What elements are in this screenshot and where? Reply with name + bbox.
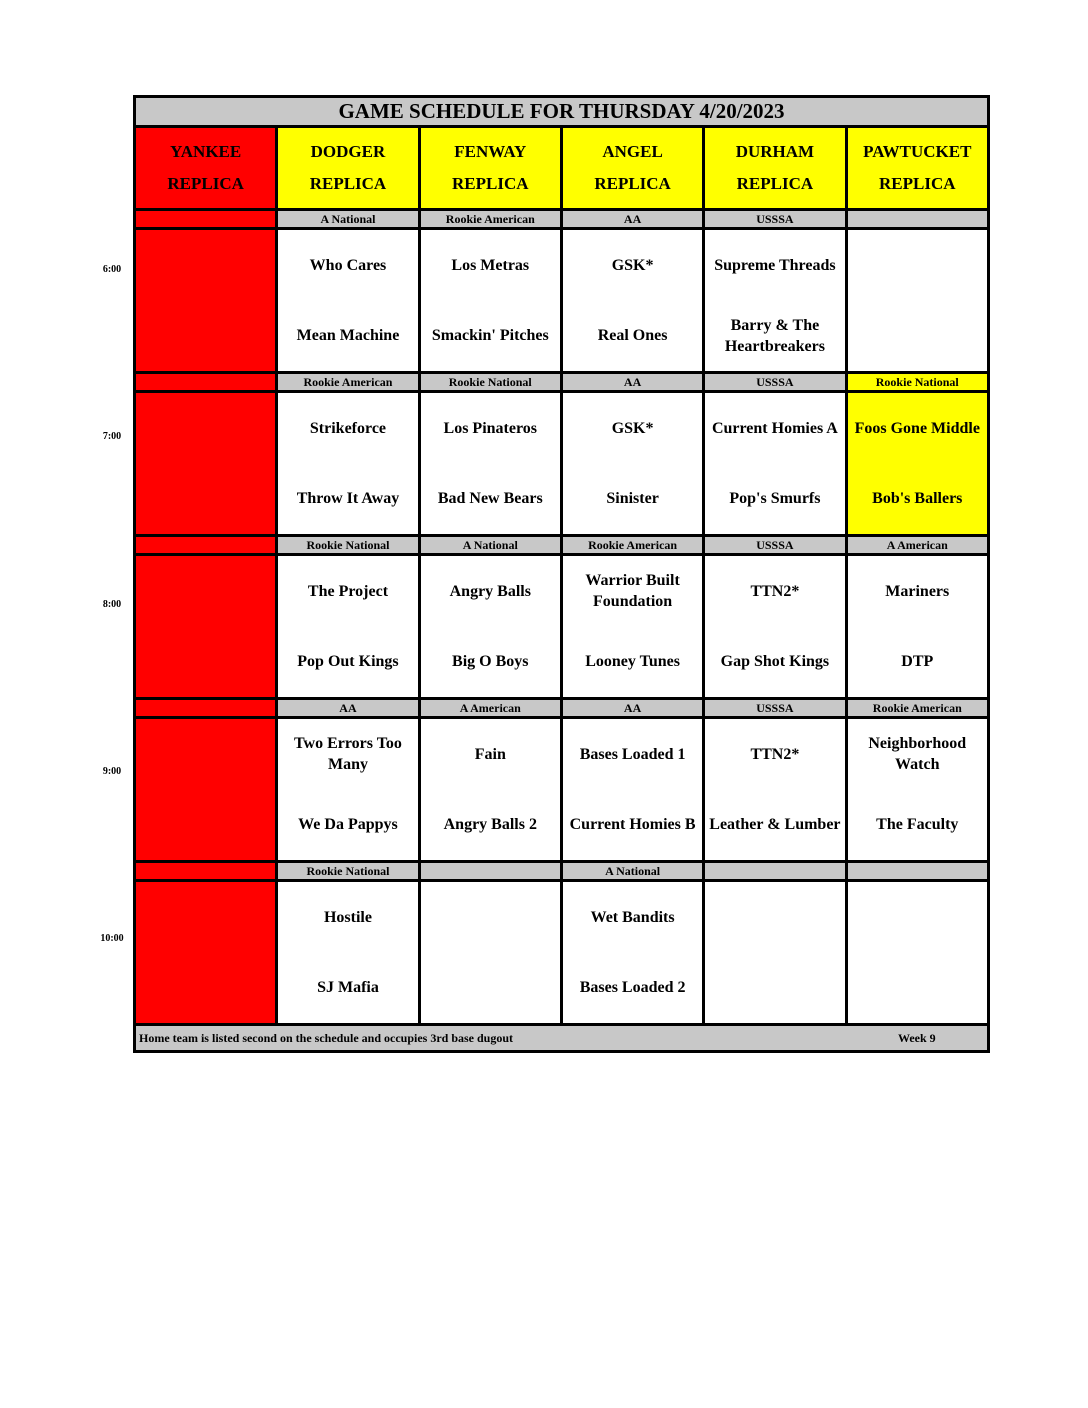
division-row bbox=[135, 210, 989, 229]
division-label: USSSA bbox=[704, 699, 846, 718]
home-team: Throw It Away bbox=[296, 490, 400, 508]
yankee-closed-cell bbox=[135, 536, 277, 555]
field-type: REPLICA bbox=[736, 174, 814, 193]
field-type: REPLICA bbox=[309, 174, 387, 193]
home-team: DTP bbox=[901, 653, 934, 671]
away-team: Warrior Built Foundation bbox=[585, 572, 680, 611]
game-cell bbox=[704, 392, 846, 536]
home-team: Angry Balls 2 bbox=[443, 816, 537, 834]
away-team: Fain bbox=[474, 745, 506, 763]
schedule-table bbox=[133, 95, 990, 1053]
away-team: Los Metras bbox=[451, 256, 530, 274]
away-team: Supreme Threads bbox=[714, 256, 836, 274]
away-team: GSK* bbox=[611, 419, 654, 437]
field-header-angel bbox=[561, 127, 703, 210]
home-team: Big O Boys bbox=[452, 653, 529, 671]
game-cell bbox=[277, 229, 419, 373]
time-label: 9:00 bbox=[102, 766, 122, 777]
field-name: PAWTUCKET bbox=[863, 142, 972, 161]
division-label bbox=[704, 862, 846, 881]
field-name: DODGER bbox=[310, 142, 386, 161]
division-label: Rookie National bbox=[277, 862, 419, 881]
game-cell bbox=[419, 229, 561, 373]
game-cell bbox=[704, 881, 846, 1025]
field-header-fenway bbox=[419, 127, 561, 210]
week-label: Week 9 bbox=[898, 1031, 936, 1045]
game-row bbox=[135, 881, 989, 1025]
away-team: TTN2* bbox=[750, 582, 800, 600]
division-label: A National bbox=[277, 210, 419, 229]
time-label: 7:00 bbox=[102, 431, 122, 442]
division-label bbox=[846, 862, 988, 881]
division-label bbox=[419, 862, 561, 881]
schedule-title: GAME SCHEDULE FOR THURSDAY 4/20/2023 bbox=[135, 97, 989, 127]
game-cell bbox=[704, 718, 846, 862]
game-row bbox=[135, 392, 989, 536]
game-cell bbox=[846, 229, 988, 373]
away-team: Foos Gone Middle bbox=[854, 419, 980, 437]
division-row bbox=[135, 536, 989, 555]
game-cell bbox=[419, 881, 561, 1025]
field-header-dodger bbox=[277, 127, 419, 210]
yankee-closed-cell bbox=[135, 862, 277, 881]
division-label bbox=[846, 210, 988, 229]
away-team: Who Cares bbox=[309, 256, 387, 274]
field-name: ANGEL bbox=[602, 142, 663, 161]
game-cell bbox=[561, 555, 703, 699]
away-team: GSK* bbox=[611, 256, 654, 274]
game-row bbox=[135, 229, 989, 373]
away-team: Los Pinateros bbox=[443, 419, 538, 437]
division-row bbox=[135, 373, 989, 392]
field-header-row bbox=[135, 127, 989, 210]
division-label: AA bbox=[561, 210, 703, 229]
game-cell bbox=[846, 881, 988, 1025]
away-team: Hostile bbox=[323, 908, 372, 926]
game-cell bbox=[277, 392, 419, 536]
field-name: FENWAY bbox=[454, 142, 527, 161]
yankee-closed-cell bbox=[135, 210, 277, 229]
home-team: The Faculty bbox=[876, 816, 959, 834]
home-team: Bad New Bears bbox=[437, 490, 543, 508]
division-label: Rookie American bbox=[846, 699, 988, 718]
yankee-closed-cell bbox=[135, 718, 277, 862]
title-row bbox=[135, 97, 989, 127]
division-label: A American bbox=[419, 699, 561, 718]
game-cell bbox=[561, 229, 703, 373]
home-team: SJ Mafia bbox=[317, 979, 379, 997]
away-team: Neighborhood Watch bbox=[868, 735, 967, 774]
yankee-closed-cell bbox=[135, 699, 277, 718]
home-team: Sinister bbox=[606, 490, 659, 508]
game-cell bbox=[561, 718, 703, 862]
field-header-pawtucket bbox=[846, 127, 988, 210]
field-name: DURHAM bbox=[735, 142, 815, 161]
division-label: AA bbox=[561, 699, 703, 718]
division-label: A National bbox=[419, 536, 561, 555]
field-type: REPLICA bbox=[167, 174, 244, 193]
game-row bbox=[135, 555, 989, 699]
field-type: REPLICA bbox=[452, 174, 529, 193]
game-cell bbox=[846, 555, 988, 699]
game-cell bbox=[277, 555, 419, 699]
away-team: Current Homies A bbox=[711, 419, 838, 437]
time-label: 10:00 bbox=[100, 933, 124, 944]
division-label: USSSA bbox=[704, 373, 846, 392]
home-team: Current Homies B bbox=[569, 816, 696, 834]
division-label: Rookie American bbox=[561, 536, 703, 555]
game-cell bbox=[561, 392, 703, 536]
division-row bbox=[135, 699, 989, 718]
division-label: Rookie American bbox=[419, 210, 561, 229]
home-team: Bases Loaded 2 bbox=[579, 979, 686, 997]
home-team: We Da Pappys bbox=[298, 816, 398, 834]
home-team: Smackin' Pitches bbox=[431, 327, 549, 345]
away-team: Wet Bandits bbox=[590, 908, 675, 926]
away-team: Bases Loaded 1 bbox=[579, 745, 686, 763]
division-label: AA bbox=[561, 373, 703, 392]
home-team: Pop Out Kings bbox=[297, 653, 399, 671]
field-type: REPLICA bbox=[594, 174, 671, 193]
time-label: 6:00 bbox=[102, 264, 122, 275]
home-team: Pop's Smurfs bbox=[729, 490, 821, 508]
field-type: REPLICA bbox=[879, 174, 956, 193]
away-team: Two Errors Too Many bbox=[294, 735, 402, 774]
yankee-closed-cell bbox=[135, 373, 277, 392]
game-cell bbox=[704, 229, 846, 373]
game-cell bbox=[846, 718, 988, 862]
division-label: USSSA bbox=[704, 536, 846, 555]
game-cell bbox=[277, 881, 419, 1025]
game-cell bbox=[277, 718, 419, 862]
time-label: 8:00 bbox=[102, 599, 122, 610]
away-team: TTN2* bbox=[750, 745, 800, 763]
footer-row bbox=[135, 1025, 989, 1052]
yankee-closed-cell bbox=[135, 392, 277, 536]
footer bbox=[135, 1025, 989, 1052]
home-team: Real Ones bbox=[597, 327, 668, 345]
game-cell bbox=[419, 555, 561, 699]
game-row bbox=[135, 718, 989, 862]
home-team: Bob's Ballers bbox=[872, 490, 963, 508]
game-cell bbox=[419, 392, 561, 536]
division-label: Rookie National bbox=[846, 373, 988, 392]
division-label: Rookie National bbox=[419, 373, 561, 392]
game-cell bbox=[846, 392, 988, 536]
away-team: The Project bbox=[307, 582, 389, 600]
game-cell bbox=[704, 555, 846, 699]
yankee-closed-cell bbox=[135, 555, 277, 699]
division-label: USSSA bbox=[704, 210, 846, 229]
division-row bbox=[135, 862, 989, 881]
away-team: Mariners bbox=[885, 582, 950, 600]
home-team: Barry & The Heartbreakers bbox=[724, 316, 825, 355]
division-label: A American bbox=[846, 536, 988, 555]
yankee-closed-cell bbox=[135, 229, 277, 373]
game-cell bbox=[561, 881, 703, 1025]
yankee-closed-cell bbox=[135, 881, 277, 1025]
home-team: Leather & Lumber bbox=[709, 816, 841, 834]
field-header-durham bbox=[704, 127, 846, 210]
footer-note: Home team is listed second on the schedule and occupies 3rd base dugout bbox=[139, 1031, 514, 1045]
field-header-yankee bbox=[135, 127, 277, 210]
division-label: AA bbox=[277, 699, 419, 718]
field-name: YANKEE bbox=[170, 142, 242, 161]
home-team: Gap Shot Kings bbox=[720, 653, 830, 671]
away-team: Strikeforce bbox=[309, 419, 387, 437]
away-team: Angry Balls bbox=[449, 582, 531, 600]
division-label: Rookie National bbox=[277, 536, 419, 555]
division-label: Rookie American bbox=[277, 373, 419, 392]
game-cell bbox=[419, 718, 561, 862]
home-team: Mean Machine bbox=[296, 327, 400, 345]
home-team: Looney Tunes bbox=[585, 653, 680, 671]
division-label: A National bbox=[561, 862, 703, 881]
